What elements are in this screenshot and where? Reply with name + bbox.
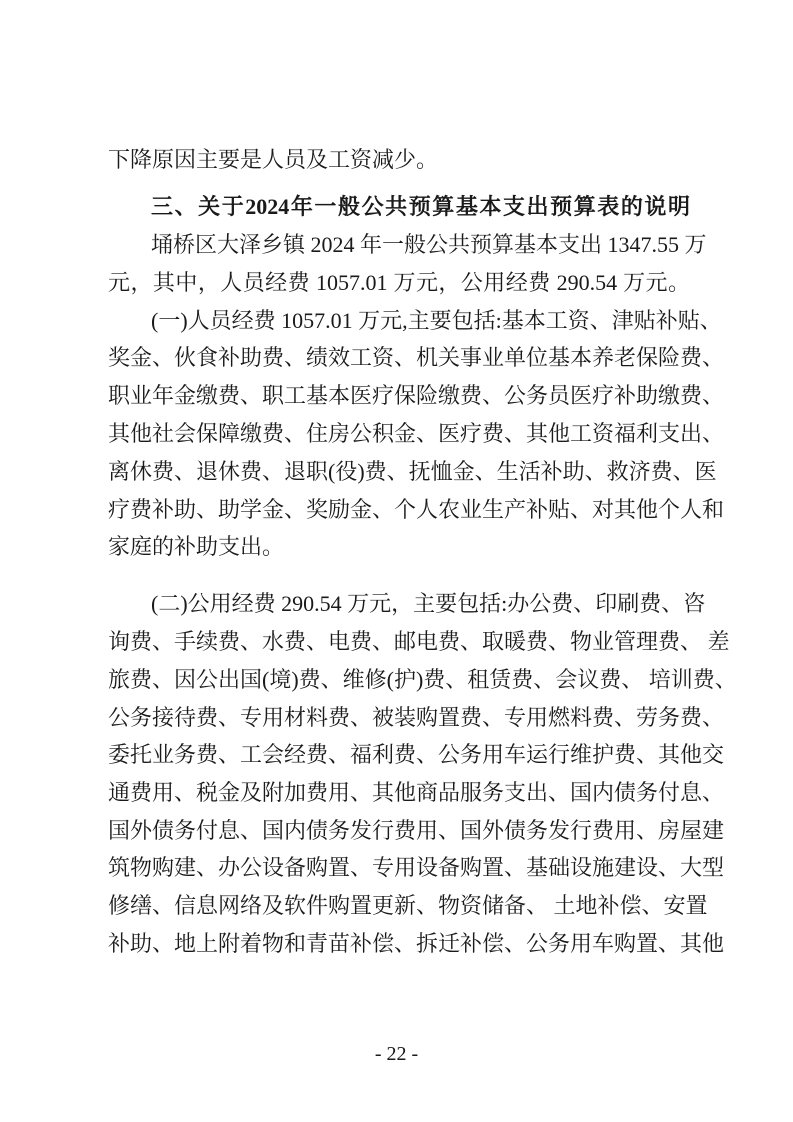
paragraph-line: 其他社会保障缴费、住房公积金、医疗费、其他工资福利支出、 — [108, 421, 725, 446]
page-number: - 22 - — [374, 1043, 419, 1065]
paragraph-line: 通费用、税金及附加费用、其他商品服务支出、国内债务付息、 — [108, 780, 725, 805]
paragraph-line: 疗费补助、助学金、奖励金、个人农业生产补贴、对其他个人和 — [108, 497, 725, 522]
paragraph-line: 职业年金缴费、职工基本医疗保险缴费、公务员医疗补助缴费、 — [108, 383, 725, 408]
paragraph-line: 元，其中，人员经费 1057.01 万元，公用经费 290.54 万元。 — [108, 270, 690, 295]
paragraph-line: 奖金、伙食补助费、绩效工资、机关事业单位基本养老保险费、 — [108, 345, 725, 370]
paragraph-line: (一)人员经费 1057.01 万元,主要包括:基本工资、津贴补贴、 — [151, 308, 722, 333]
paragraph-line: 家庭的补助支出。 — [108, 534, 285, 559]
paragraph-line: 修缮、信息网络及软件购置更新、物资储备、 土地补偿、安置 — [108, 893, 708, 918]
paragraph-line: 公务接待费、专用材料费、被装购置费、专用燃料费、劳务费、 — [108, 705, 725, 730]
paragraph-line: 委托业务费、工会经费、福利费、公务用车运行维护费、其他交 — [108, 742, 725, 767]
section-heading: 三、关于2024年一般公共预算基本支出预算表的说明 — [151, 194, 690, 219]
paragraph-line: 询费、手续费、水费、电费、邮电费、取暖费、物业管理费、 差 — [108, 629, 730, 654]
paragraph-line: 补助、地上附着物和青苗补偿、拆迁补偿、公务用车购置、其他 — [108, 931, 725, 956]
paragraph-line: 离休费、退休费、退职(役)费、抚恤金、生活补助、救济费、医 — [108, 459, 717, 484]
paragraph-line: 筑物购建、办公设备购置、专用设备购置、基础设施建设、大型 — [108, 855, 725, 880]
paragraph-line: (二)公用经费 290.54 万元，主要包括:办公费、印刷费、咨 — [151, 591, 706, 616]
paragraph-line: 埇桥区大泽乡镇 2024 年一般公共预算基本支出 1347.55 万 — [151, 232, 707, 257]
paragraph-line: 旅费、因公出国(境)费、维修(护)费、租赁费、会议费、 培训费、 — [108, 667, 737, 692]
paragraph-line: 国外债务付息、国内债务发行费用、国外债务发行费用、房屋建 — [108, 818, 725, 843]
paragraph-line: 下降原因主要是人员及工资减少。 — [108, 147, 439, 172]
